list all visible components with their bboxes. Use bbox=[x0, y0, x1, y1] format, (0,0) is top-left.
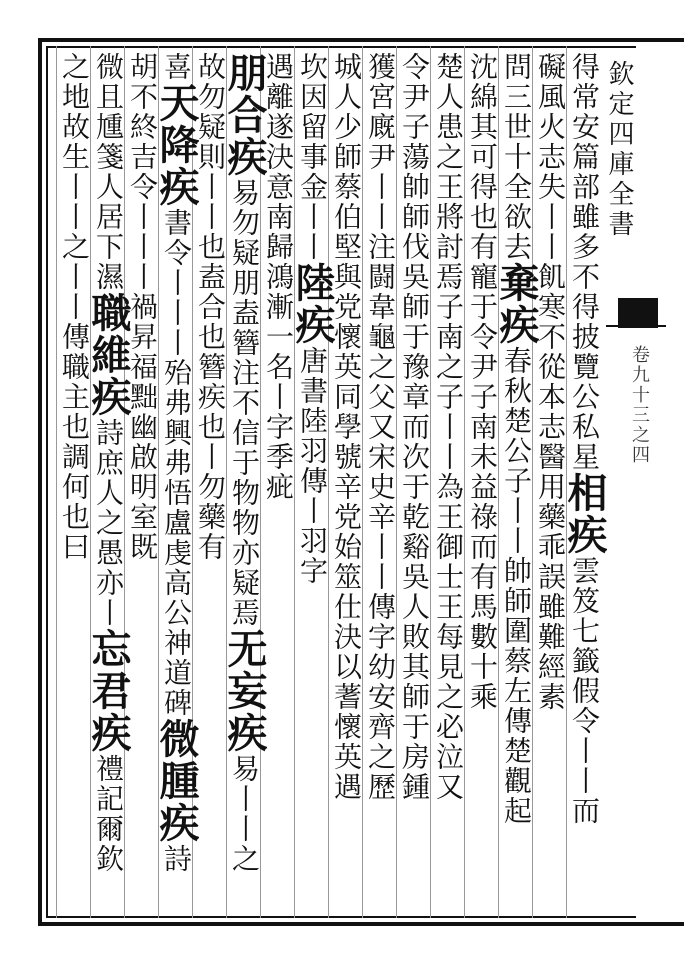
text-column bbox=[530, 52, 570, 912]
text-run: 書令丨丨丨殆弗興弗悟盧虔高公神道碑 bbox=[160, 208, 193, 718]
text-run: 得常安篇部雖多不得披覽公私星 bbox=[568, 52, 601, 472]
text-run: 獲宮廐尹丨丨注闘韋龜之父又宋史辛丨丨傳字幼安齊之歷 bbox=[364, 52, 397, 802]
text-column bbox=[54, 52, 94, 912]
text-run: 胡不終吉令丨丨丨禍昇福黜幽啟明室 bbox=[126, 52, 159, 532]
entry-heading: 微腫疾 bbox=[153, 718, 200, 844]
entry-heading: 忘君疾 bbox=[85, 628, 132, 754]
entry-heading: 職維疾 bbox=[85, 292, 132, 418]
volume-label: 卷九十三之四 bbox=[629, 345, 650, 465]
text-column bbox=[561, 52, 608, 912]
text-run: 詩庶人之愚亦丨 bbox=[92, 418, 125, 628]
text-run: 既 bbox=[126, 532, 159, 562]
fishtail-mark bbox=[618, 298, 658, 328]
text-run: 詩 bbox=[160, 844, 193, 874]
text-run: 易丨丨之 bbox=[228, 754, 261, 874]
text-run: 禮記爾欽 bbox=[92, 754, 125, 874]
text-run: 丨勿藥有 bbox=[194, 442, 227, 562]
text-run: 城人少師蔡伯堅與党懷英同學號辛党始筮仕決以蓍懷英遇 bbox=[330, 52, 363, 802]
text-run: 喜 bbox=[160, 52, 193, 82]
text-run: 鴻漸一名丨字季疵 bbox=[262, 262, 295, 502]
entry-heading: 陸疾 bbox=[289, 262, 336, 346]
book-title: 欽定四庫全書 bbox=[604, 60, 634, 240]
text-run: 有寵于令尹子南未益祿而有馬數十乘 bbox=[466, 232, 499, 712]
text-run: 微且尰箋人居下濕 bbox=[92, 52, 125, 292]
text-column bbox=[394, 52, 434, 912]
text-run: 雲笈七籤假令丨丨而 bbox=[568, 556, 601, 826]
text-column bbox=[462, 52, 502, 912]
text-column bbox=[85, 52, 132, 912]
text-run: 調何也曰 bbox=[58, 442, 91, 562]
text-column bbox=[289, 52, 336, 912]
text-run: 丨傳職主也 bbox=[58, 292, 91, 442]
text-run: 令尹子蕩帥師伐吳師于豫章而次于乾谿吳人敗其師于房鍾 bbox=[398, 52, 431, 802]
text-column bbox=[428, 52, 468, 912]
entry-heading: 相疾 bbox=[561, 472, 608, 556]
text-run: 礙風火志失丨丨飢寒不從本志 bbox=[534, 52, 567, 442]
text-run: 易勿疑朋盍簪注不信于物物亦疑焉 bbox=[228, 178, 261, 628]
text-column bbox=[493, 52, 540, 912]
text-run: 春秋楚公子丨丨帥師圍蔡左傳楚觀起 bbox=[500, 346, 533, 826]
text-column bbox=[326, 52, 366, 912]
text-run: 沈綿其可得也 bbox=[466, 52, 499, 232]
text-column bbox=[122, 52, 162, 912]
text-run: 遇離遂決意南歸 bbox=[262, 52, 295, 262]
entry-heading: 棄疾 bbox=[493, 262, 540, 346]
text-column bbox=[258, 52, 298, 912]
fishtail-rule bbox=[606, 325, 666, 347]
text-run: 之地故生丨丨之丨 bbox=[58, 52, 91, 292]
text-run: 醫用藥乖誤雖難經素 bbox=[534, 442, 567, 712]
text-column bbox=[221, 52, 268, 912]
entry-heading: 天降疾 bbox=[153, 82, 200, 208]
text-run: 問三世十全欲去 bbox=[500, 52, 533, 262]
text-run: 坎因留事金丨丨 bbox=[296, 52, 329, 262]
entry-heading: 朋合疾 bbox=[221, 52, 268, 178]
text-column bbox=[153, 52, 200, 912]
entry-heading: 无妄疾 bbox=[221, 628, 268, 754]
text-column bbox=[360, 52, 400, 912]
text-run: 楚人患之王將討焉子南之子丨丨為王御士王每見之必泣又 bbox=[432, 52, 465, 802]
text-run: 唐書陸羽傳丨羽字 bbox=[296, 346, 329, 586]
text-run: 故勿疑則丨丨也盍合也簪疾也 bbox=[194, 52, 227, 442]
